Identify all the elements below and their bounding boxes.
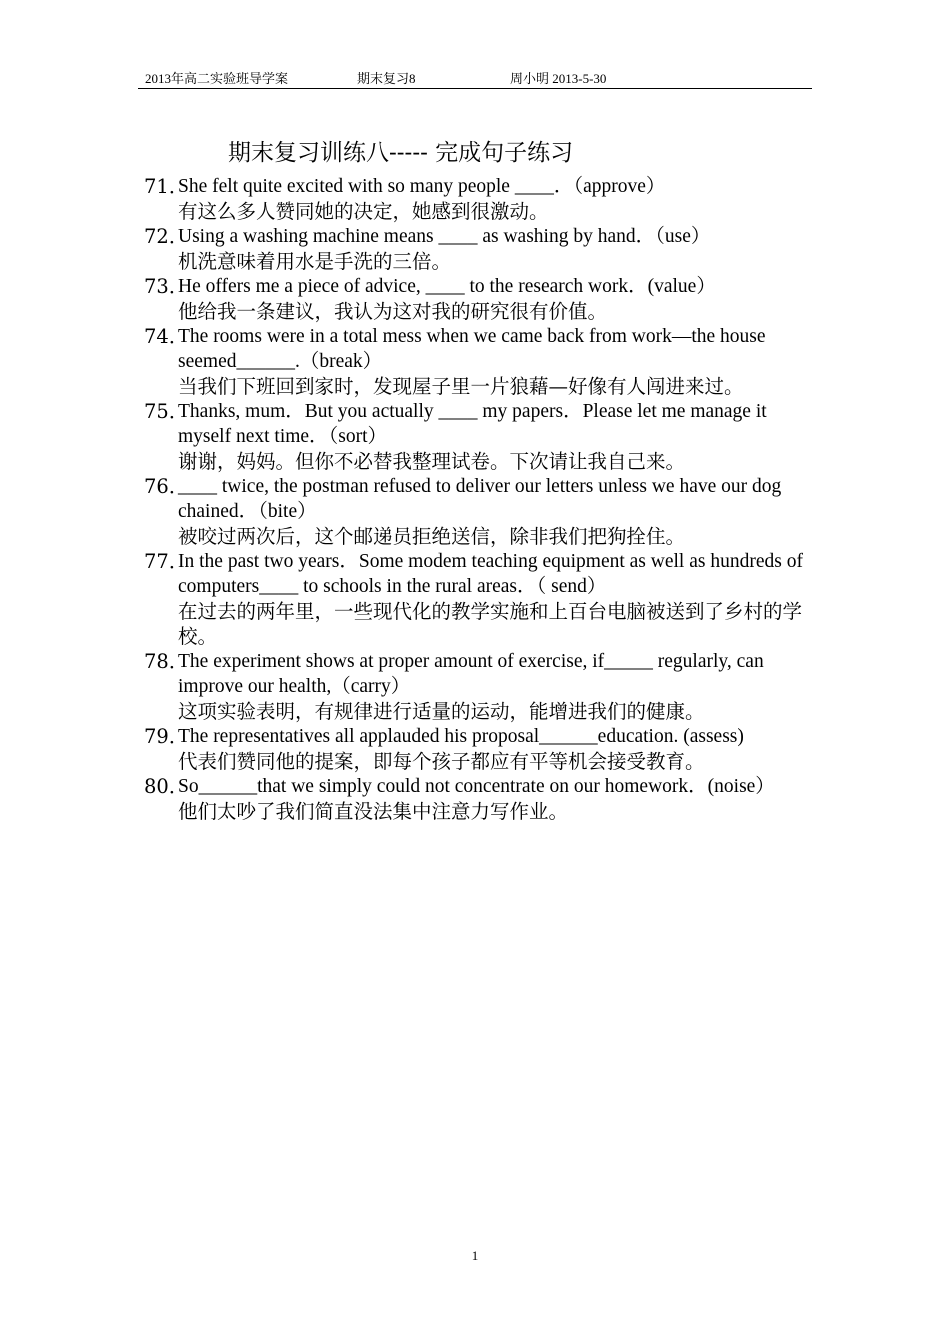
page-number: 1 xyxy=(471,1248,479,1263)
exercise-list xyxy=(144,174,824,824)
exercise-english: He offers me a piece of advice, ____ to the research work．(value） xyxy=(178,276,716,297)
exercise-item xyxy=(144,274,824,324)
exercise-chinese: 机洗意味着用水是手洗的三倍。 xyxy=(178,250,452,273)
exercise-item xyxy=(144,474,824,549)
exercise-chinese: 当我们下班回到家时，发现屋子里一片狼藉—好像有人闯进来过。 xyxy=(178,375,744,398)
exercise-english: The experiment shows at proper amount of exercise, if_____ regularly, can improve our health,（carry） xyxy=(178,651,764,697)
exercise-number: 78． xyxy=(144,650,189,673)
exercise-chinese: 在过去的两年里，一些现代化的教学实施和上百台电脑被送到了乡村的学校。 xyxy=(178,600,803,648)
exercise-number: 75． xyxy=(144,400,189,423)
exercise-item xyxy=(144,724,824,774)
exercise-chinese: 有这么多人赞同她的决定，她感到很激动。 xyxy=(178,200,549,223)
exercise-chinese: 谢谢，妈妈。但你不必替我整理试卷。下次请让我自己来。 xyxy=(178,450,686,473)
exercise-number: 71． xyxy=(144,175,189,198)
exercise-number: 76． xyxy=(144,475,189,498)
exercise-english: She felt quite excited with so many people ____．（approve） xyxy=(178,176,666,197)
exercise-chinese: 他给我一条建议，我认为这对我的研究很有价值。 xyxy=(178,300,608,323)
exercise-item xyxy=(144,324,824,399)
exercise-english: The representatives all applauded his proposal______education. (assess) xyxy=(178,726,744,747)
exercise-english: In the past two years．Some modem teaching equipment as well as hundreds of computers____ to schools in the rural areas．（ send） xyxy=(178,551,803,597)
header-middle-text: 期末复习8 xyxy=(357,71,416,86)
exercise-number: 80． xyxy=(144,775,189,798)
exercise-item xyxy=(144,649,824,724)
exercise-item xyxy=(144,174,824,224)
exercise-chinese: 代表们赞同他的提案，即每个孩子都应有平等机会接受教育。 xyxy=(178,750,705,773)
exercise-english: Thanks, mum．But you actually ____ my papers．Please let me manage it myself next time．（sort） xyxy=(178,401,767,447)
exercise-chinese: 这项实验表明，有规律进行适量的运动，能增进我们的健康。 xyxy=(178,700,705,723)
exercise-chinese: 被咬过两次后，这个邮递员拒绝送信，除非我们把狗拴住。 xyxy=(178,525,686,548)
exercise-number: 74． xyxy=(144,325,189,348)
exercise-english: So______that we simply could not concentrate on our homework．(noise） xyxy=(178,776,775,797)
exercise-number: 73． xyxy=(144,275,189,298)
header-left-text: 2013年高二实验班导学案 xyxy=(145,71,289,86)
page-title: 期末复习训练八----- 完成句子练习 xyxy=(228,140,574,166)
exercise-number: 77． xyxy=(144,550,189,573)
exercise-chinese: 他们太吵了我们简直没法集中注意力写作业。 xyxy=(178,800,569,823)
exercise-english: The rooms were in a total mess when we came back from work—the house seemed______.（break） xyxy=(178,326,766,372)
exercise-number: 72． xyxy=(144,225,189,248)
exercise-english: Using a washing machine means ____ as washing by hand．（use） xyxy=(178,226,711,247)
exercise-item xyxy=(144,774,824,824)
exercise-number: 79． xyxy=(144,725,189,748)
header-right-text: 周小明 2013-5-30 xyxy=(510,71,607,86)
exercise-english: ____ twice, the postman refused to deliver our letters unless we have our dog chained．（bite） xyxy=(178,476,782,522)
exercise-item xyxy=(144,224,824,274)
exercise-item xyxy=(144,399,824,474)
page-header xyxy=(138,68,812,89)
exercise-item xyxy=(144,549,824,649)
